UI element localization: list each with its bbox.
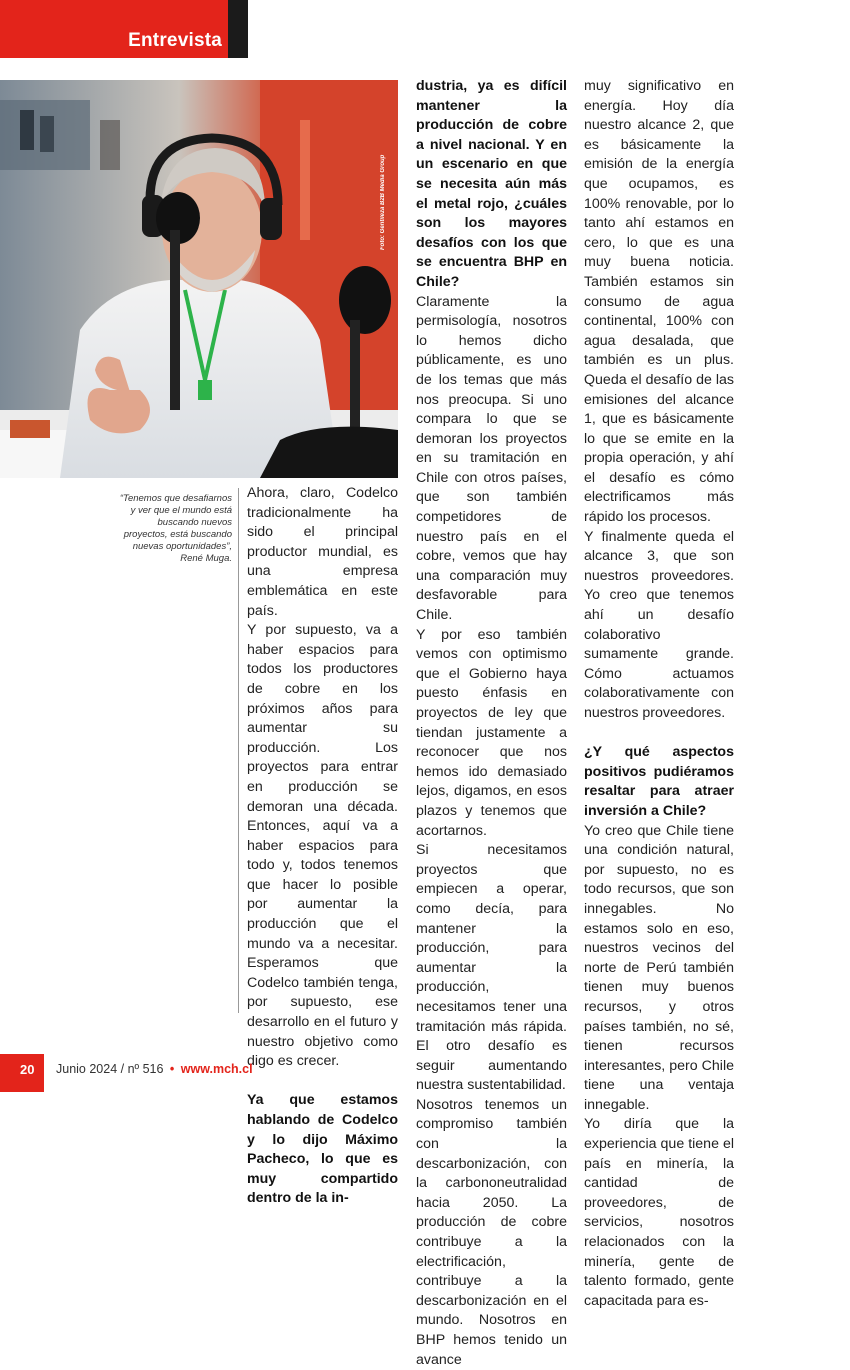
section-label: Entrevista [128, 30, 222, 51]
column-divider [238, 488, 239, 1013]
interview-question: Ya que estamos hablando de Codelco y lo dijo Máximo Pacheco, lo que es muy compartido dentro de la in- [247, 1092, 398, 1207]
issue-info: Junio 2024 / nº 516 [56, 1062, 164, 1076]
article-column-1 [247, 484, 398, 1209]
photo-caption: “Tenemos que desafiarnos y ver que el mundo está buscando nuevos proyectos, está buscando nuevas oportunidades”, René Muga. [119, 493, 232, 564]
paragraph: Ahora, claro, Codelco tradicionalmente ha sido el principal productor mundial, es una empresa emblemática en este país. [247, 485, 398, 619]
paragraph: Y por eso también vemos con optimismo que el Gobierno haya puesto énfasis en proyectos de ley que tiendan justamente a reconocer que nos hemos ido demasiado lejos, digamos, en esos plazos y tenemos que acortarnos. [416, 626, 567, 839]
paragraph: Si necesitamos proyectos que empiecen a operar, como decía, para mantener la producción, para aumentar la producción, necesitamos tener una tramitación más rápida. El otro desafío es seguir aumentando nuestra sustentabilidad. [416, 842, 567, 1094]
paragraph: Y finalmente queda el alcance 3, que son nuestros proveedores. Yo creo que tenemos ahí un desafío colaborativo sumamente grande. Cómo actuamos colaborativamente con nuestros proveedores. [584, 528, 734, 721]
paragraph: Claramente la permisología, nosotros lo hemos dicho públicamente, es uno de los temas que más nos preocupa. Si uno compara lo que se demoran los proyectos en su tramitación en Chile con otros países, que son también competidores de nuestro país en el cobre, vemos que hay una comparación muy desfavorable para Chile. [416, 293, 567, 624]
page-number: 20 [20, 1062, 35, 1077]
article-column-3 [584, 77, 734, 1311]
photo-credit: Foto: Gentileza B2B Media Group [380, 154, 386, 250]
section-header-accent [228, 0, 248, 58]
paragraph: Nosotros tenemos un compromiso también con la descarbonización, con la carbononeutralidad hacia 2050. La producción de cobre contribuye a la electrificación, contribuye a la descarbonización en el mundo. Nosotros en BHP hemos tenido un avance [416, 1096, 567, 1368]
interview-photo [0, 80, 398, 478]
paragraph: Y por supuesto, va a haber espacios para todos los productores de cobre en los próximos años para aumentar su producción. Los proyectos para entrar en producción se demoran una década. Entonces, aquí va a haber espacios para todo y, todos tenemos que hacer lo posible por aumentar la producción que el mundo va a necesitar. Esperamos que Codelco también tenga, por supuesto, ese desarrollo en el futuro y nuestro objetivo como digo es crecer. [247, 622, 398, 1070]
interview-question: ¿Y qué aspectos positivos pudiéramos resaltar para atraer inversión a Chile? [584, 744, 734, 819]
paragraph: Yo creo que Chile tiene una condición natural, por supuesto, no es todo recursos, que son innegables. No estamos solo en eso, nuestros vecinos del norte de Perú también tienen muy buenos recursos, y otros países también, no sé, tienen recursos interesantes, pero Chile tiene una ventaja innegable. [584, 822, 734, 1113]
website-link[interactable]: www.mch.cl [180, 1062, 253, 1076]
footer [56, 1062, 253, 1076]
footer-separator: • [169, 1062, 175, 1076]
paragraph: Yo diría que la experiencia que tiene el país en minería, la cantidad de proveedores, de servicios, nosotros relacionados con la minería, gente de talento formado, gente capacitada para es- [584, 1116, 734, 1309]
interview-question: dustria, ya es difícil mantener la producción de cobre a nivel nacional. Y en un escenario en que se necesita aún más el metal rojo, ¿cuáles son los mayores desafíos con los que se encuentra BHP en Chile? [416, 78, 567, 290]
article-column-2 [416, 77, 567, 1370]
paragraph: muy significativo en energía. Hoy día nuestro alcance 2, que es básicamente la emisión de la energía que ocupamos, es 100% renovable, por lo tanto ahí estamos en cero, lo que es una muy buena noticia. También estamos sin consumo de agua continental, 100% con agua desalada, que también es un plus. Queda el desafío de las emisiones del alcance 1, que es básicamente lo que se emite en la propia operación, y ahí el desafío es cómo electrificamos más rápido los procesos. [584, 78, 734, 526]
